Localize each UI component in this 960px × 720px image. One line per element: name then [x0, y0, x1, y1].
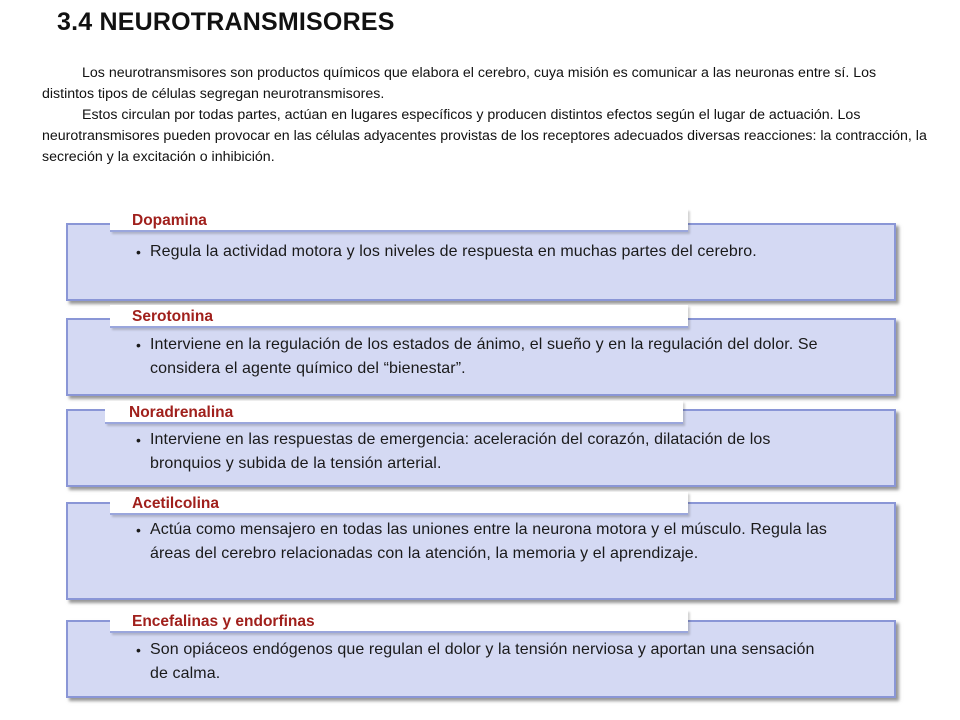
description-encefalinas-endorfinas	[136, 638, 830, 686]
bullet-icon: •	[136, 432, 142, 448]
bullet-icon: •	[136, 337, 142, 353]
bullet-icon: •	[136, 244, 142, 260]
bullet-icon: •	[136, 522, 142, 538]
intro-text	[42, 63, 932, 168]
description-text: Interviene en la regulación de los estados de ánimo, el sueño y en la regulación del dolor. Se considera el agente químico del “bienestar”.	[150, 336, 818, 377]
description-acetilcolina	[136, 518, 830, 566]
description-text: Regula la actividad motora y los niveles de respuesta en muchas partes del cerebro.	[150, 243, 757, 260]
tab-encefalinas-endorfinas: Encefalinas y endorfinas	[110, 610, 688, 633]
tab-dopamina: Dopamina	[110, 209, 688, 232]
description-noradrenalina	[136, 428, 830, 476]
description-dopamina	[136, 240, 830, 264]
bullet-icon: •	[136, 642, 142, 658]
description-text: Actúa como mensajero en todas las uniones entre la neurona motora y el músculo. Regula las áreas del cerebro relacionadas con la atención, la memoria y el aprendizaje.	[150, 521, 827, 562]
tab-serotonina: Serotonina	[110, 305, 688, 328]
intro-paragraph-2: Estos circulan por todas partes, actúan en lugares específicos y producen distintos efectos según el lugar de actuación. Los neurotransmisores pueden provocar en las células adyacentes provistas de los receptores adecuados diversas reacciones: la contracción, la secreción y la excitación o inhibición.	[42, 107, 927, 165]
page-title: 3.4 NEUROTRANSMISORES	[57, 8, 395, 36]
description-serotonina	[136, 333, 830, 381]
description-text: Son opiáceos endógenos que regulan el dolor y la tensión nerviosa y aportan una sensación de calma.	[150, 641, 815, 682]
tab-noradrenalina: Noradrenalina	[105, 401, 683, 424]
tab-acetilcolina: Acetilcolina	[110, 492, 688, 515]
intro-paragraph-1: Los neurotransmisores son productos químicos que elabora el cerebro, cuya misión es comunicar a las neuronas entre sí. Los distintos tipos de células segregan neurotransmisores.	[42, 65, 877, 102]
description-text: Interviene en las respuestas de emergencia: aceleración del corazón, dilatación de los bronquios y subida de la tensión arterial.	[150, 431, 771, 472]
